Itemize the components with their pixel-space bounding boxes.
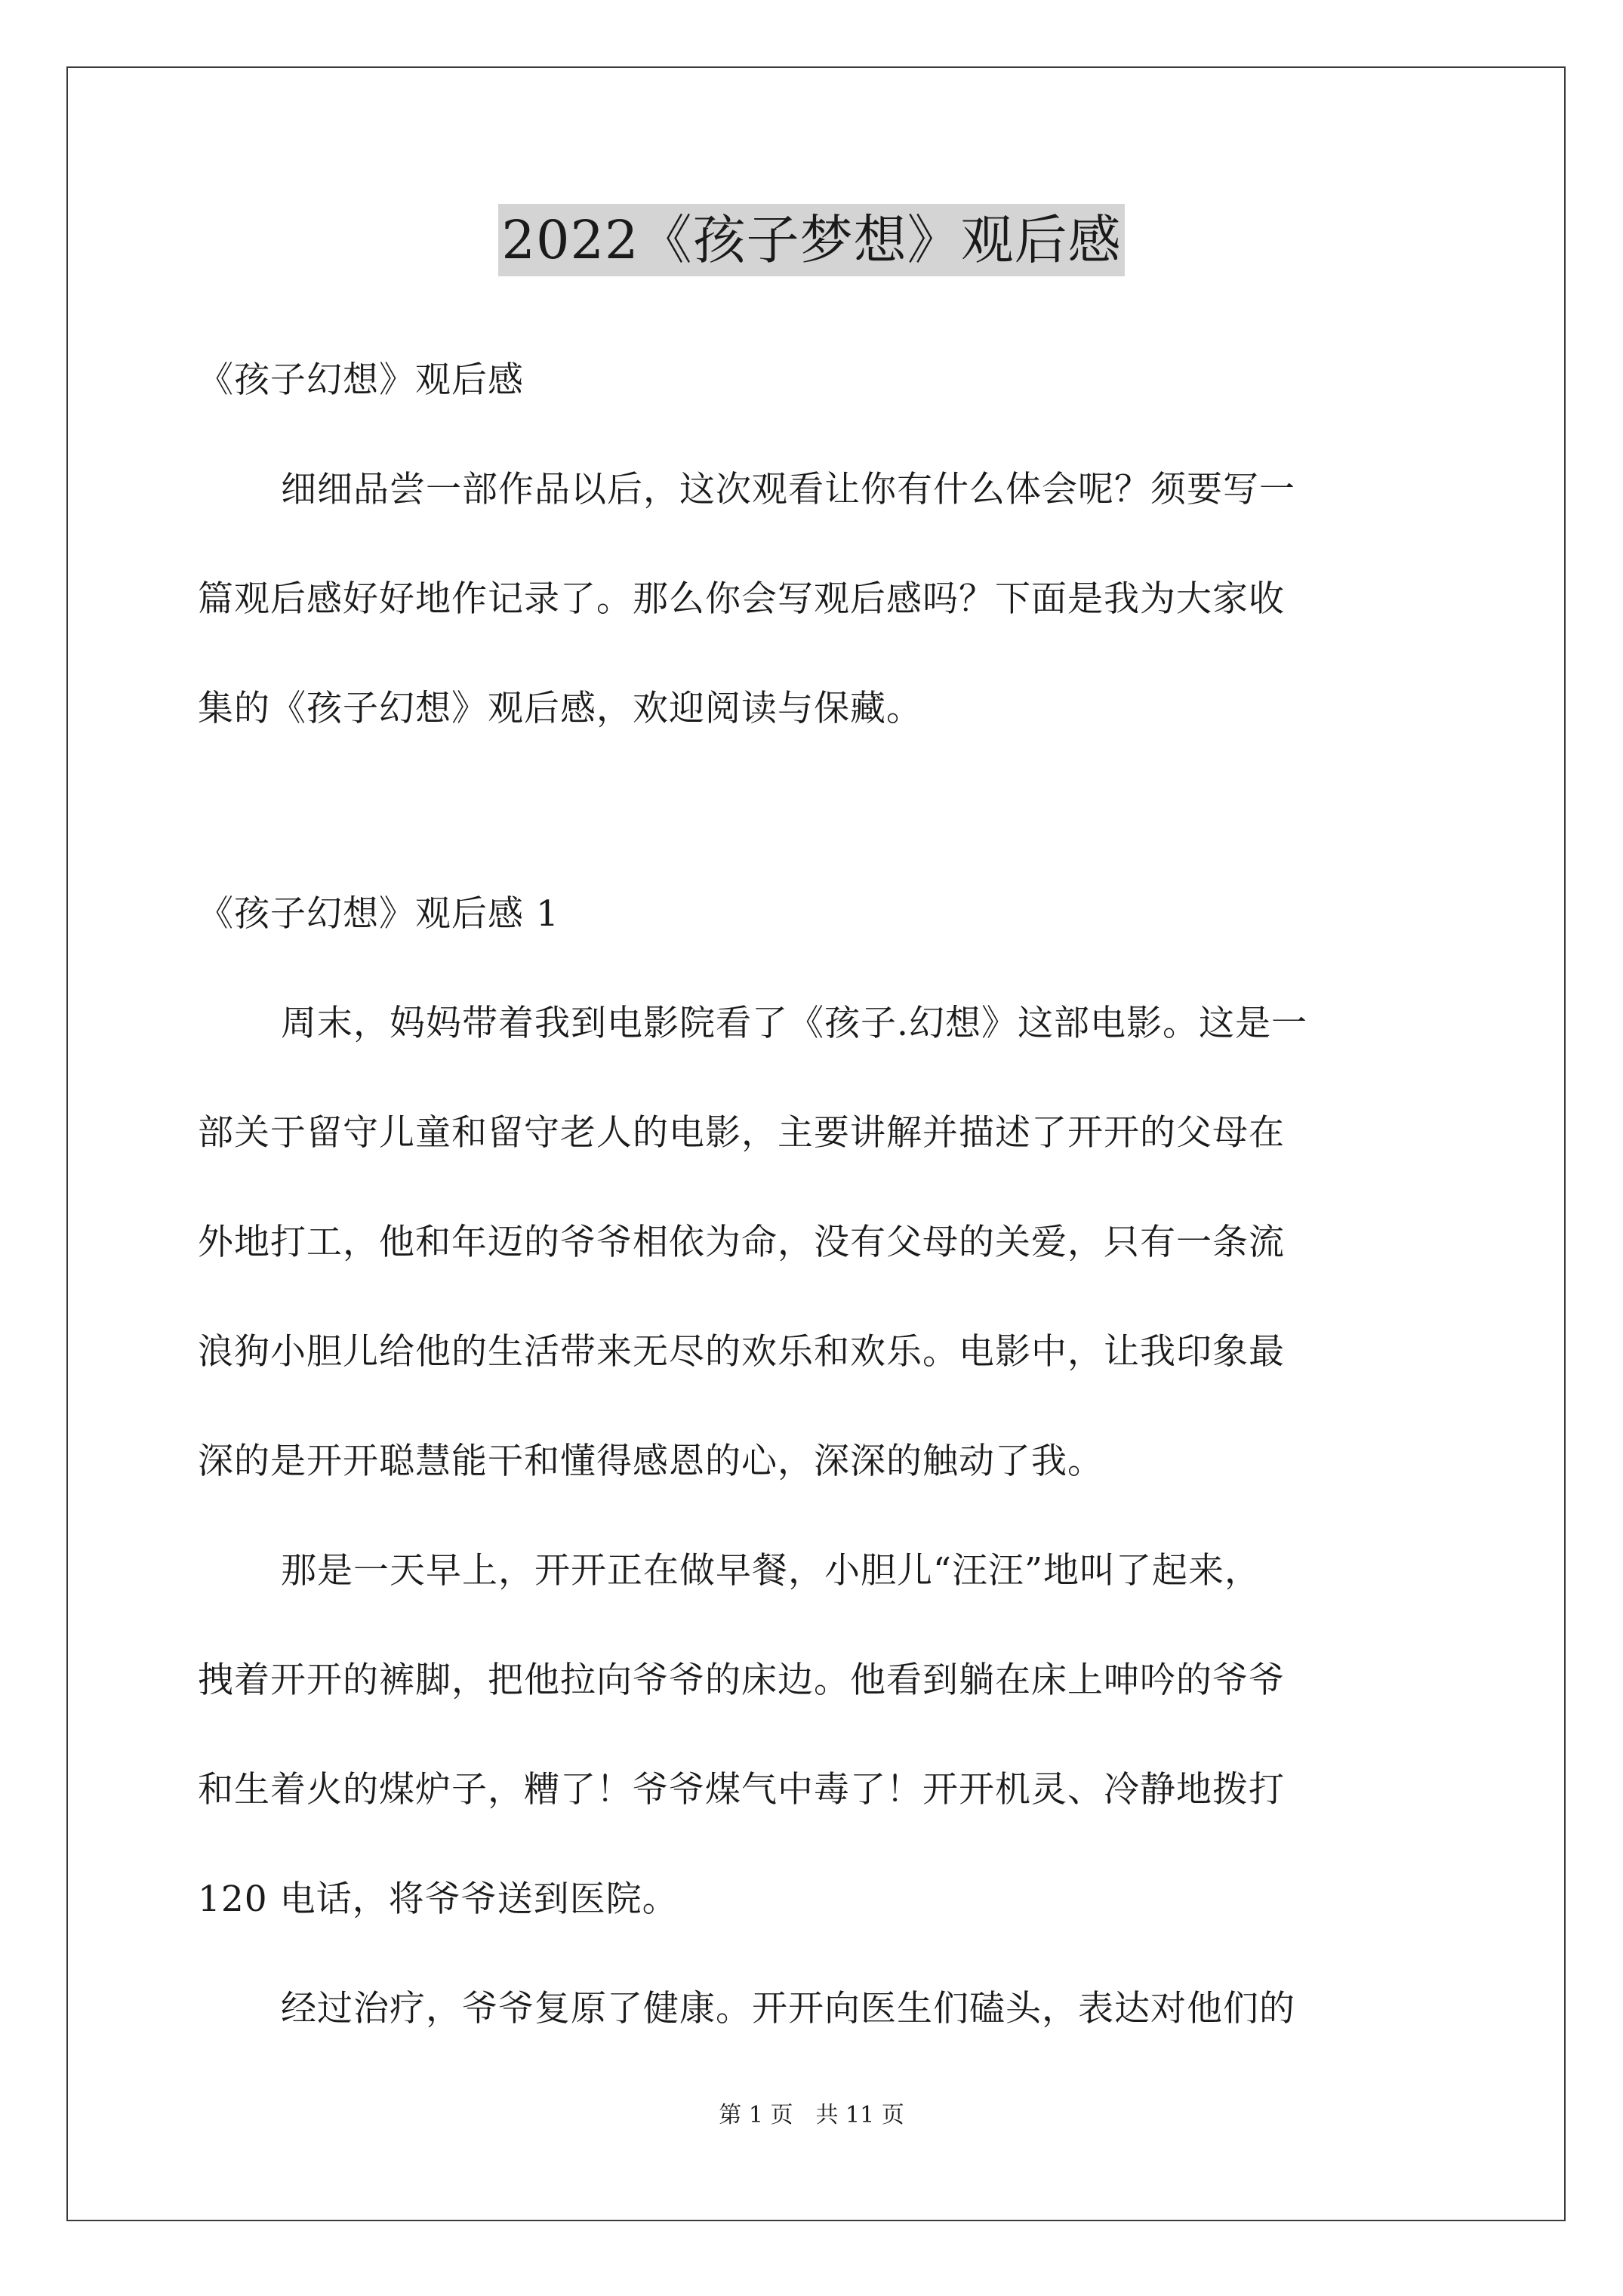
paragraph2-line-2: 拽着开开的裤脚，把他拉向爷爷的床边。他看到躺在床上呻吟的爷爷 bbox=[198, 1660, 1285, 1701]
paragraph2-line-1: 那是一天早上，开开正在做早餐，小胆儿“汪汪”地叫了起来， bbox=[281, 1550, 1261, 1592]
paragraph2-line-4: 120 电话，将爷爷送到医院。 bbox=[198, 1878, 679, 1920]
intro-line-1: 细细品尝一部作品以后，这次观看让你有什么体会呢？须要写一 bbox=[281, 469, 1295, 510]
paragraph1-line-2: 部关于留守儿童和留守老人的电影，主要讲解并描述了开开的父母在 bbox=[198, 1112, 1285, 1154]
intro-line-3: 集的《孩子幻想》观后感，欢迎阅读与保藏。 bbox=[198, 688, 922, 729]
paragraph1-line-3: 外地打工，他和年迈的爷爷相依为命，没有父母的关爱，只有一条流 bbox=[198, 1222, 1285, 1263]
page-footer: 第 1 页 共 11 页 bbox=[719, 2102, 904, 2128]
title-container bbox=[0, 204, 1623, 276]
paragraph1-line-4: 浪狗小胆儿给他的生活带来无尽的欢乐和欢乐。电影中，让我印象最 bbox=[198, 1331, 1285, 1373]
paragraph2-line-3: 和生着火的煤炉子，糟了！爷爷煤气中毒了！开开机灵、冷静地拨打 bbox=[198, 1769, 1285, 1811]
paragraph1-line-1: 周末，妈妈带着我到电影院看了《孩子.幻想》这部电影。这是一 bbox=[281, 1003, 1307, 1044]
paragraph3-line-1: 经过治疗，爷爷复原了健康。开开向医生们磕头，表达对他们的 bbox=[281, 1988, 1295, 2029]
paragraph1-line-5: 深的是开开聪慧能干和懂得感恩的心，深深的触动了我。 bbox=[198, 1441, 1104, 1482]
document-title: 2022《孩子梦想》观后感 bbox=[498, 204, 1124, 276]
intro-line-2: 篇观后感好好地作记录了。那么你会写观后感吗？下面是我为大家收 bbox=[198, 578, 1285, 620]
section-heading: 《孩子幻想》观后感 1 bbox=[198, 893, 559, 935]
document-subtitle: 《孩子幻想》观后感 bbox=[198, 359, 524, 401]
